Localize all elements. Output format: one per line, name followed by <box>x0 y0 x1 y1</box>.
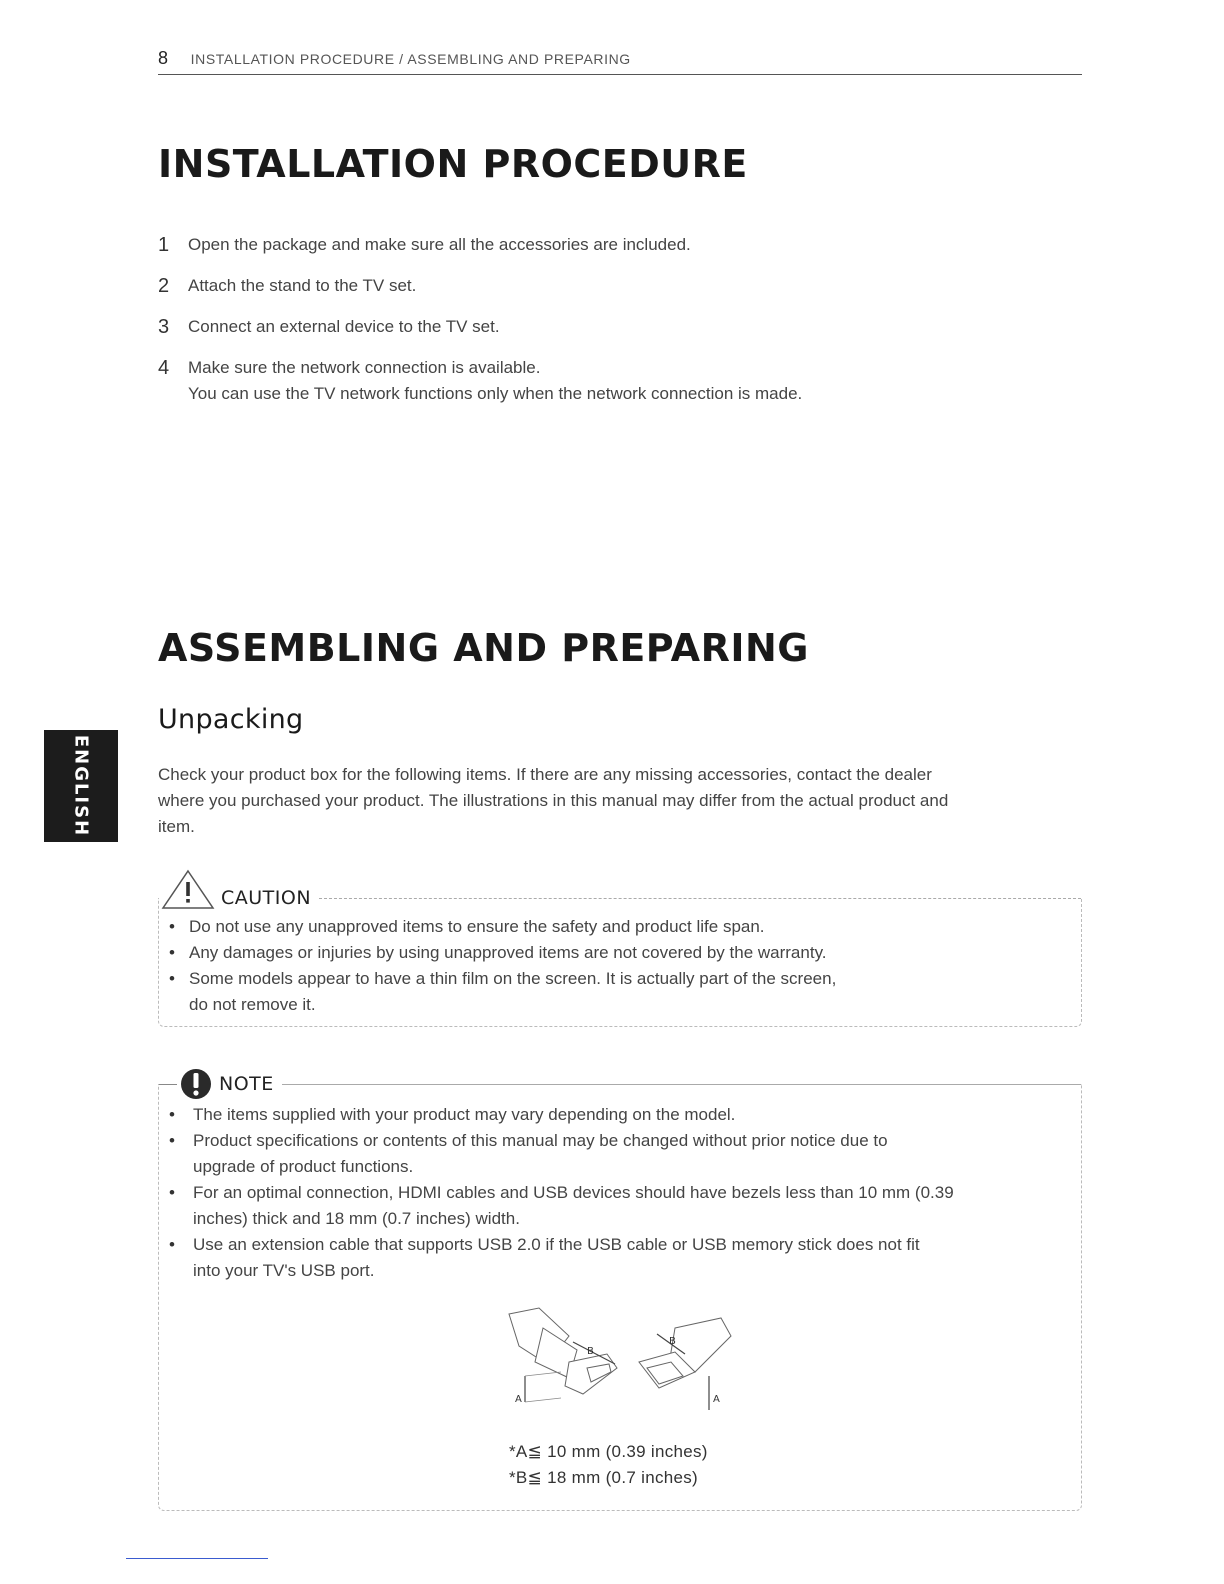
intro-line: where you purchased your product. The illustrations in this manual may differ from the actual product and <box>158 791 949 810</box>
running-header <box>158 48 1082 75</box>
caution-item: • Some models appear to have a thin film on the screen. It is actually part of the screen, do not remove it. <box>159 966 1059 1018</box>
note-item: • The items supplied with your product may vary depending on the model. <box>159 1102 1059 1128</box>
note-box <box>158 1073 1082 1511</box>
step-item <box>158 273 1078 299</box>
step-text <box>188 273 416 299</box>
step-line: Open the package and make sure all the accessories are included. <box>188 235 691 254</box>
caution-box <box>158 887 1082 1027</box>
caution-header <box>159 886 1081 910</box>
caution-item: • Do not use any unapproved items to ensure the safety and product life span. <box>159 914 1059 940</box>
usb-stick-icon <box>639 1318 731 1388</box>
unpacking-intro <box>158 762 1078 840</box>
label-b-right: B <box>669 1336 676 1347</box>
step-item <box>158 314 1078 340</box>
note-item: • Use an extension cable that supports USB 2.0 if the USB cable or USB memory stick does not fit into your TV's USB port. <box>159 1232 1059 1284</box>
label-a-left: A <box>515 1394 522 1405</box>
step-line: You can use the TV network functions only when the network connection is made. <box>188 384 803 403</box>
installation-steps <box>158 232 1078 422</box>
unpacking-subtitle: Unpacking <box>158 704 304 735</box>
step-text <box>188 232 691 258</box>
installation-title: INSTALLATION PROCEDURE <box>158 142 748 186</box>
language-tab <box>44 730 118 842</box>
step-number: 2 <box>158 275 170 297</box>
step-text <box>188 314 500 340</box>
assembling-title: ASSEMBLING AND PREPARING <box>158 626 809 670</box>
caution-list <box>159 914 1059 1018</box>
caution-label: CAUTION <box>217 887 319 909</box>
usb-connector-illustration <box>499 1306 739 1418</box>
note-rule <box>282 1084 1081 1085</box>
step-number: 4 <box>158 357 170 379</box>
step-text <box>188 355 802 407</box>
step-number: 3 <box>158 316 170 338</box>
note-rule-lead <box>159 1084 177 1085</box>
step-line: Attach the stand to the TV set. <box>188 276 417 295</box>
step-number: 1 <box>158 234 170 256</box>
note-item: • For an optimal connection, HDMI cables and USB devices should have bezels less than 10 mm (0.39 inches) thick and 18 mm (0.7 inches) width. <box>159 1180 1059 1232</box>
running-title: INSTALLATION PROCEDURE / ASSEMBLING AND PREPARING <box>190 51 631 67</box>
step-item <box>158 355 1078 407</box>
step-line: Connect an external device to the TV set. <box>188 317 500 336</box>
exclamation-circle-icon <box>179 1067 213 1101</box>
warning-triangle-icon <box>159 868 217 912</box>
caution-rule <box>319 898 1081 899</box>
step-item <box>158 232 1078 258</box>
note-list <box>159 1102 1059 1284</box>
page-number: 8 <box>158 48 169 68</box>
intro-line: item. <box>158 817 195 836</box>
note-item: • Product specifications or contents of this manual may be changed without prior notice due to upgrade of product functions. <box>159 1128 1059 1180</box>
dimension-a-guide <box>525 1372 561 1376</box>
footer-rule <box>126 1558 268 1559</box>
dimension-a-guide <box>525 1398 561 1402</box>
label-b-left: B <box>587 1346 594 1357</box>
label-a-right: A <box>713 1394 720 1405</box>
spec-a: *A≦ 10 mm (0.39 inches) <box>509 1442 708 1461</box>
spec-b: *B≦ 18 mm (0.7 inches) <box>509 1468 699 1487</box>
caution-item: • Any damages or injuries by using unapproved items are not covered by the warranty. <box>159 940 1059 966</box>
language-tab-label: ENGLISH <box>70 734 92 838</box>
step-line: Make sure the network connection is available. <box>188 358 541 377</box>
note-header <box>159 1072 1081 1096</box>
note-label: NOTE <box>215 1073 282 1095</box>
intro-line: Check your product box for the following items. If there are any missing accessories, contact the dealer <box>158 765 932 784</box>
